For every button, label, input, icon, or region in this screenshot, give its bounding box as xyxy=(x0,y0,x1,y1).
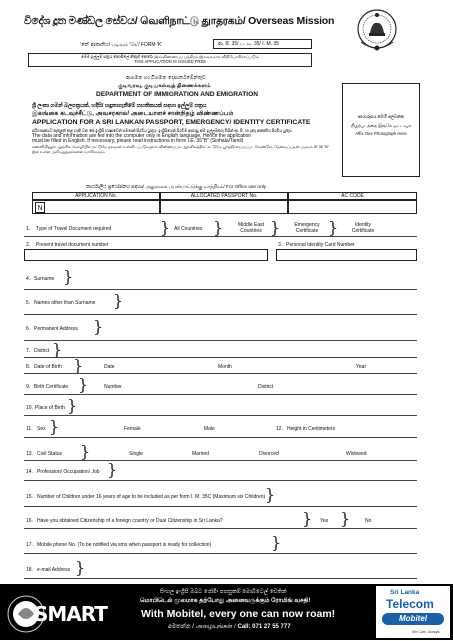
nic-label: Personal Identity Card Number xyxy=(286,242,355,248)
brace: } xyxy=(63,267,74,286)
footer-line-ta: மொபிடெல் மூலமாக தற்போது அனைவருக்கும் ரோமிங் வசதி! xyxy=(140,598,311,604)
row-divider xyxy=(24,437,417,438)
field-1-number: 1. xyxy=(26,226,31,232)
mobitel-badge: Mobitel xyxy=(382,613,444,625)
civil-single[interactable]: Single xyxy=(129,451,143,457)
present-travel-doc-label: Present travel document number xyxy=(36,242,109,248)
mobile-label: Mobile phone No. (To be notified via sms when passport is ready for collection) xyxy=(37,542,212,548)
field-8-number: 8. xyxy=(26,364,31,370)
citizenship-label: Have you obtained Citizenship of a foreign country or Dual Citizenship in Sri Lanka? xyxy=(37,518,223,524)
field-13-number: 13. xyxy=(26,451,33,457)
free-issue-note-en: THIS APPLICATION IS ISSUED FREE xyxy=(133,59,207,64)
present-travel-doc-input[interactable] xyxy=(24,249,268,261)
field-10-number: 10. xyxy=(26,405,33,411)
row-divider xyxy=(24,460,417,461)
field-15-number: 15. xyxy=(26,494,33,500)
citizenship-yes[interactable]: Yes xyxy=(320,518,329,524)
field-9-number: 9. xyxy=(26,384,31,390)
row-divider xyxy=(24,236,417,237)
brace: } xyxy=(52,340,63,359)
children-label: Number of Children under 16 years of age to be included as per form I. M. 35C (Maximum six Children) xyxy=(37,494,266,500)
surname-label: Surname xyxy=(34,276,55,282)
brace: } xyxy=(73,356,84,375)
sex-male[interactable]: Male xyxy=(204,426,215,432)
brace: } xyxy=(340,509,351,528)
dob-label: Date of Birth xyxy=(34,364,62,370)
application-no-cell xyxy=(32,200,160,214)
footer-line-si: සිංහල ඉංග්‍රීසි ඔබට රෝමිං පහසුකම් මොබිටෙල් වෙතින් xyxy=(160,589,287,595)
field-16-number: 16. xyxy=(26,518,33,524)
brace: } xyxy=(49,417,60,436)
smart-logo xyxy=(4,588,107,636)
civil-divorced[interactable]: Divorced xyxy=(259,451,279,457)
office-use-table xyxy=(32,192,417,222)
email-input[interactable] xyxy=(24,578,417,579)
field-6-number: 6. xyxy=(26,326,31,332)
email-label: e-mail Address xyxy=(37,567,71,573)
address-label: Permanent Address xyxy=(34,326,78,332)
brand-main: Telecom xyxy=(386,597,434,611)
national-emblem xyxy=(355,6,399,56)
brace: } xyxy=(328,218,339,237)
photo-box-en: Affix One Photograph Here xyxy=(355,131,407,136)
passport-no-cell xyxy=(160,200,288,214)
brace: } xyxy=(160,218,171,237)
brace: } xyxy=(67,396,78,415)
brace: } xyxy=(302,509,313,528)
brace: } xyxy=(93,317,104,336)
app-title-en: APPLICATION FOR A SRI LANKAN PASSPORT, EMERGENCY/ IDENTITY CERTIFICATE xyxy=(32,119,311,126)
option-middle-east[interactable]: Middle East Countries xyxy=(237,222,265,234)
free-issue-notice xyxy=(28,53,312,67)
brace: } xyxy=(75,558,86,577)
citizenship-no[interactable]: No xyxy=(365,518,372,524)
photo-box[interactable] xyxy=(342,83,420,177)
app-title-si: ශ්‍රී ලංකා ගමන් බලපත්‍රයක්, හදිසි/ හඳුනාගැනීමේ සහතිකයක් සඳහා ඉල්ලුම් පත්‍රය xyxy=(32,103,207,109)
place-of-birth-label: Place of Birth xyxy=(35,405,65,411)
brace: } xyxy=(80,442,91,461)
profession-label: Profession/ Occupation/ Job xyxy=(37,469,100,475)
dob-month[interactable]: Month xyxy=(218,364,232,370)
option-emergency[interactable]: Emergency Certificate xyxy=(294,222,320,234)
dept-ta: குடிவரவு, குடியகல்வுத் திணைக்களம் xyxy=(118,83,211,89)
birth-cert-district[interactable]: District xyxy=(258,384,274,390)
ac-code-cell xyxy=(288,200,417,214)
profession-input[interactable] xyxy=(24,480,417,481)
brace: } xyxy=(213,218,224,237)
surname-input[interactable] xyxy=(24,289,417,290)
form-title: විදේශ දූත මණ්ඩල සේවය/ வெளிநாட்டு துாதரகம்/ Overseas Mission xyxy=(24,15,335,27)
row-divider xyxy=(24,373,417,374)
dob-year[interactable]: Year xyxy=(356,364,367,370)
place-of-birth-input[interactable] xyxy=(24,415,417,416)
footer-ad-banner[interactable] xyxy=(0,584,453,640)
field-18-number: 18. xyxy=(26,567,33,573)
birth-cert-label: Birth Certificate xyxy=(34,384,69,390)
brace: } xyxy=(107,460,118,479)
brace: } xyxy=(270,218,281,237)
field-3-number: 3. xyxy=(278,242,283,248)
children-input[interactable] xyxy=(24,506,417,507)
form-number-box: ආ. පි. 35/ ப. வ. 35/ I. M. 35 xyxy=(213,39,312,49)
smart-logo-text: SMART xyxy=(34,602,107,626)
dept-si: ආගමන හා විගමන දෙපාර්තමේන්තුව xyxy=(126,75,206,81)
district-label: District xyxy=(34,348,50,354)
brace: } xyxy=(78,375,89,394)
height-label: Height in Centimeters xyxy=(287,426,336,432)
dob-date[interactable]: Date xyxy=(104,364,115,370)
footer-contact: අමතන්න / அழையுங்கள் / Call: 071 27 55 777 xyxy=(168,624,291,630)
sex-female[interactable]: Female xyxy=(124,426,141,432)
instructions: පරිගණකයට ඇතුළත් කළ හැකි වන සේ ඉංග්‍රීසි භාෂාවෙන් පමණක් පිරවිය යුතුය. ඉංග්‍රීසියෙන් පිරවීම අපහසු නම් ඉල්ලුම්කරු විසින් ආ. පි. 35 (ආ) ආකෘතිය පිරවිය යුතුය. The data and information are fed into the computer only in English language. Hence the application must be filled in English. If necessary, please read instructions in form I.E. 35"B" (Sinhala/Tamil) கணனியினுள் ஆங்கில மொழியில் மட்டுமே தரவுகள் உள்ளிடப்படுவதால் விண்ணப்பம் ஆங்கிலத்தில் மட்டுமே பூர்த்திசெய்யப்பட வேண்டும். தேவைப்படின் படிவம் IE 35 "B" இல் உள்ள அறிவுறுத்தல்களை வாசிக்கவும். xyxy=(32,129,330,154)
mobile-input[interactable] xyxy=(24,553,417,554)
brand-top: Sri Lanka xyxy=(390,589,420,596)
brand-tagline: We Care. Always. xyxy=(412,630,441,634)
row-divider xyxy=(24,528,417,529)
field-11-number: 11. xyxy=(26,426,33,432)
option-identity[interactable]: Identity Certificate xyxy=(351,222,375,234)
field-4-number: 4. xyxy=(26,276,31,282)
field-5-number: 5. xyxy=(26,300,31,306)
travel-doc-type-label: Type of Travel Document required xyxy=(36,226,112,232)
civil-status-label: Civil Status xyxy=(37,451,63,457)
other-names-input[interactable] xyxy=(24,314,417,315)
free-issue-note-si: මෙම ඉල්ලුම් පත්‍රය නොමිලේ නිකුත් කෙරේ/ இவ்விண்ணப்ப பத்திரம் இலவசமாக விநியோகிக்கப்படும் xyxy=(81,54,259,59)
app-title-ta: இலங்கை கடவுச்சீட்டு, அவசரகால/ அடையாளச் சான்றிதழ் விண்ணப்பம் xyxy=(32,110,234,117)
field-2-number: 2. xyxy=(26,242,31,248)
birth-cert-number[interactable]: Number xyxy=(104,384,122,390)
col-application-no: APPLICATION No. xyxy=(32,192,160,200)
row-divider xyxy=(24,394,417,395)
field-14-number: 14. xyxy=(26,469,33,475)
dept-en: DEPARTMENT OF IMMIGRATION AND EMIGRATION xyxy=(96,91,259,98)
civil-married[interactable]: Married xyxy=(192,451,209,457)
photo-box-ta: நிழற்படத்தை இங்கே ஒட்டவும் xyxy=(350,122,412,128)
civil-widowed[interactable]: Widowed xyxy=(346,451,367,457)
sex-label: Sex xyxy=(37,426,46,432)
slt-mobitel-logo xyxy=(376,586,450,638)
brace: } xyxy=(271,533,282,552)
col-ac-code: AC CODE xyxy=(288,192,417,200)
footer-line-en: With Mobitel, every one can now roam! xyxy=(141,608,336,620)
brace: } xyxy=(113,291,124,310)
col-passport-no: ALLOCATED PASSPORT No. xyxy=(160,192,288,200)
office-use-header: කාර්යාලීය ප්‍රයෝජනය සඳහා/ அலுவலக பயன்பாட்டுக்கு மாத்திரம்/ For Office use only xyxy=(86,185,267,190)
form-code: 'කේ' ආකෘතිය/ படிவம் 'கே'/ FORM 'K' xyxy=(80,42,163,48)
field-17-number: 17. xyxy=(26,542,33,548)
option-all-countries[interactable]: All Countries xyxy=(174,226,203,232)
n-prefix-box: N xyxy=(35,202,45,213)
photo-box-si: ඡායාරූපය මෙහි අලවන්න xyxy=(357,114,405,119)
address-input[interactable] xyxy=(24,340,417,341)
other-names-label: Names other than Surname xyxy=(34,300,96,306)
field-12-number: 12. xyxy=(276,426,283,432)
brace: } xyxy=(265,485,276,504)
field-7-number: 7. xyxy=(26,348,31,354)
nic-input[interactable] xyxy=(276,249,417,261)
